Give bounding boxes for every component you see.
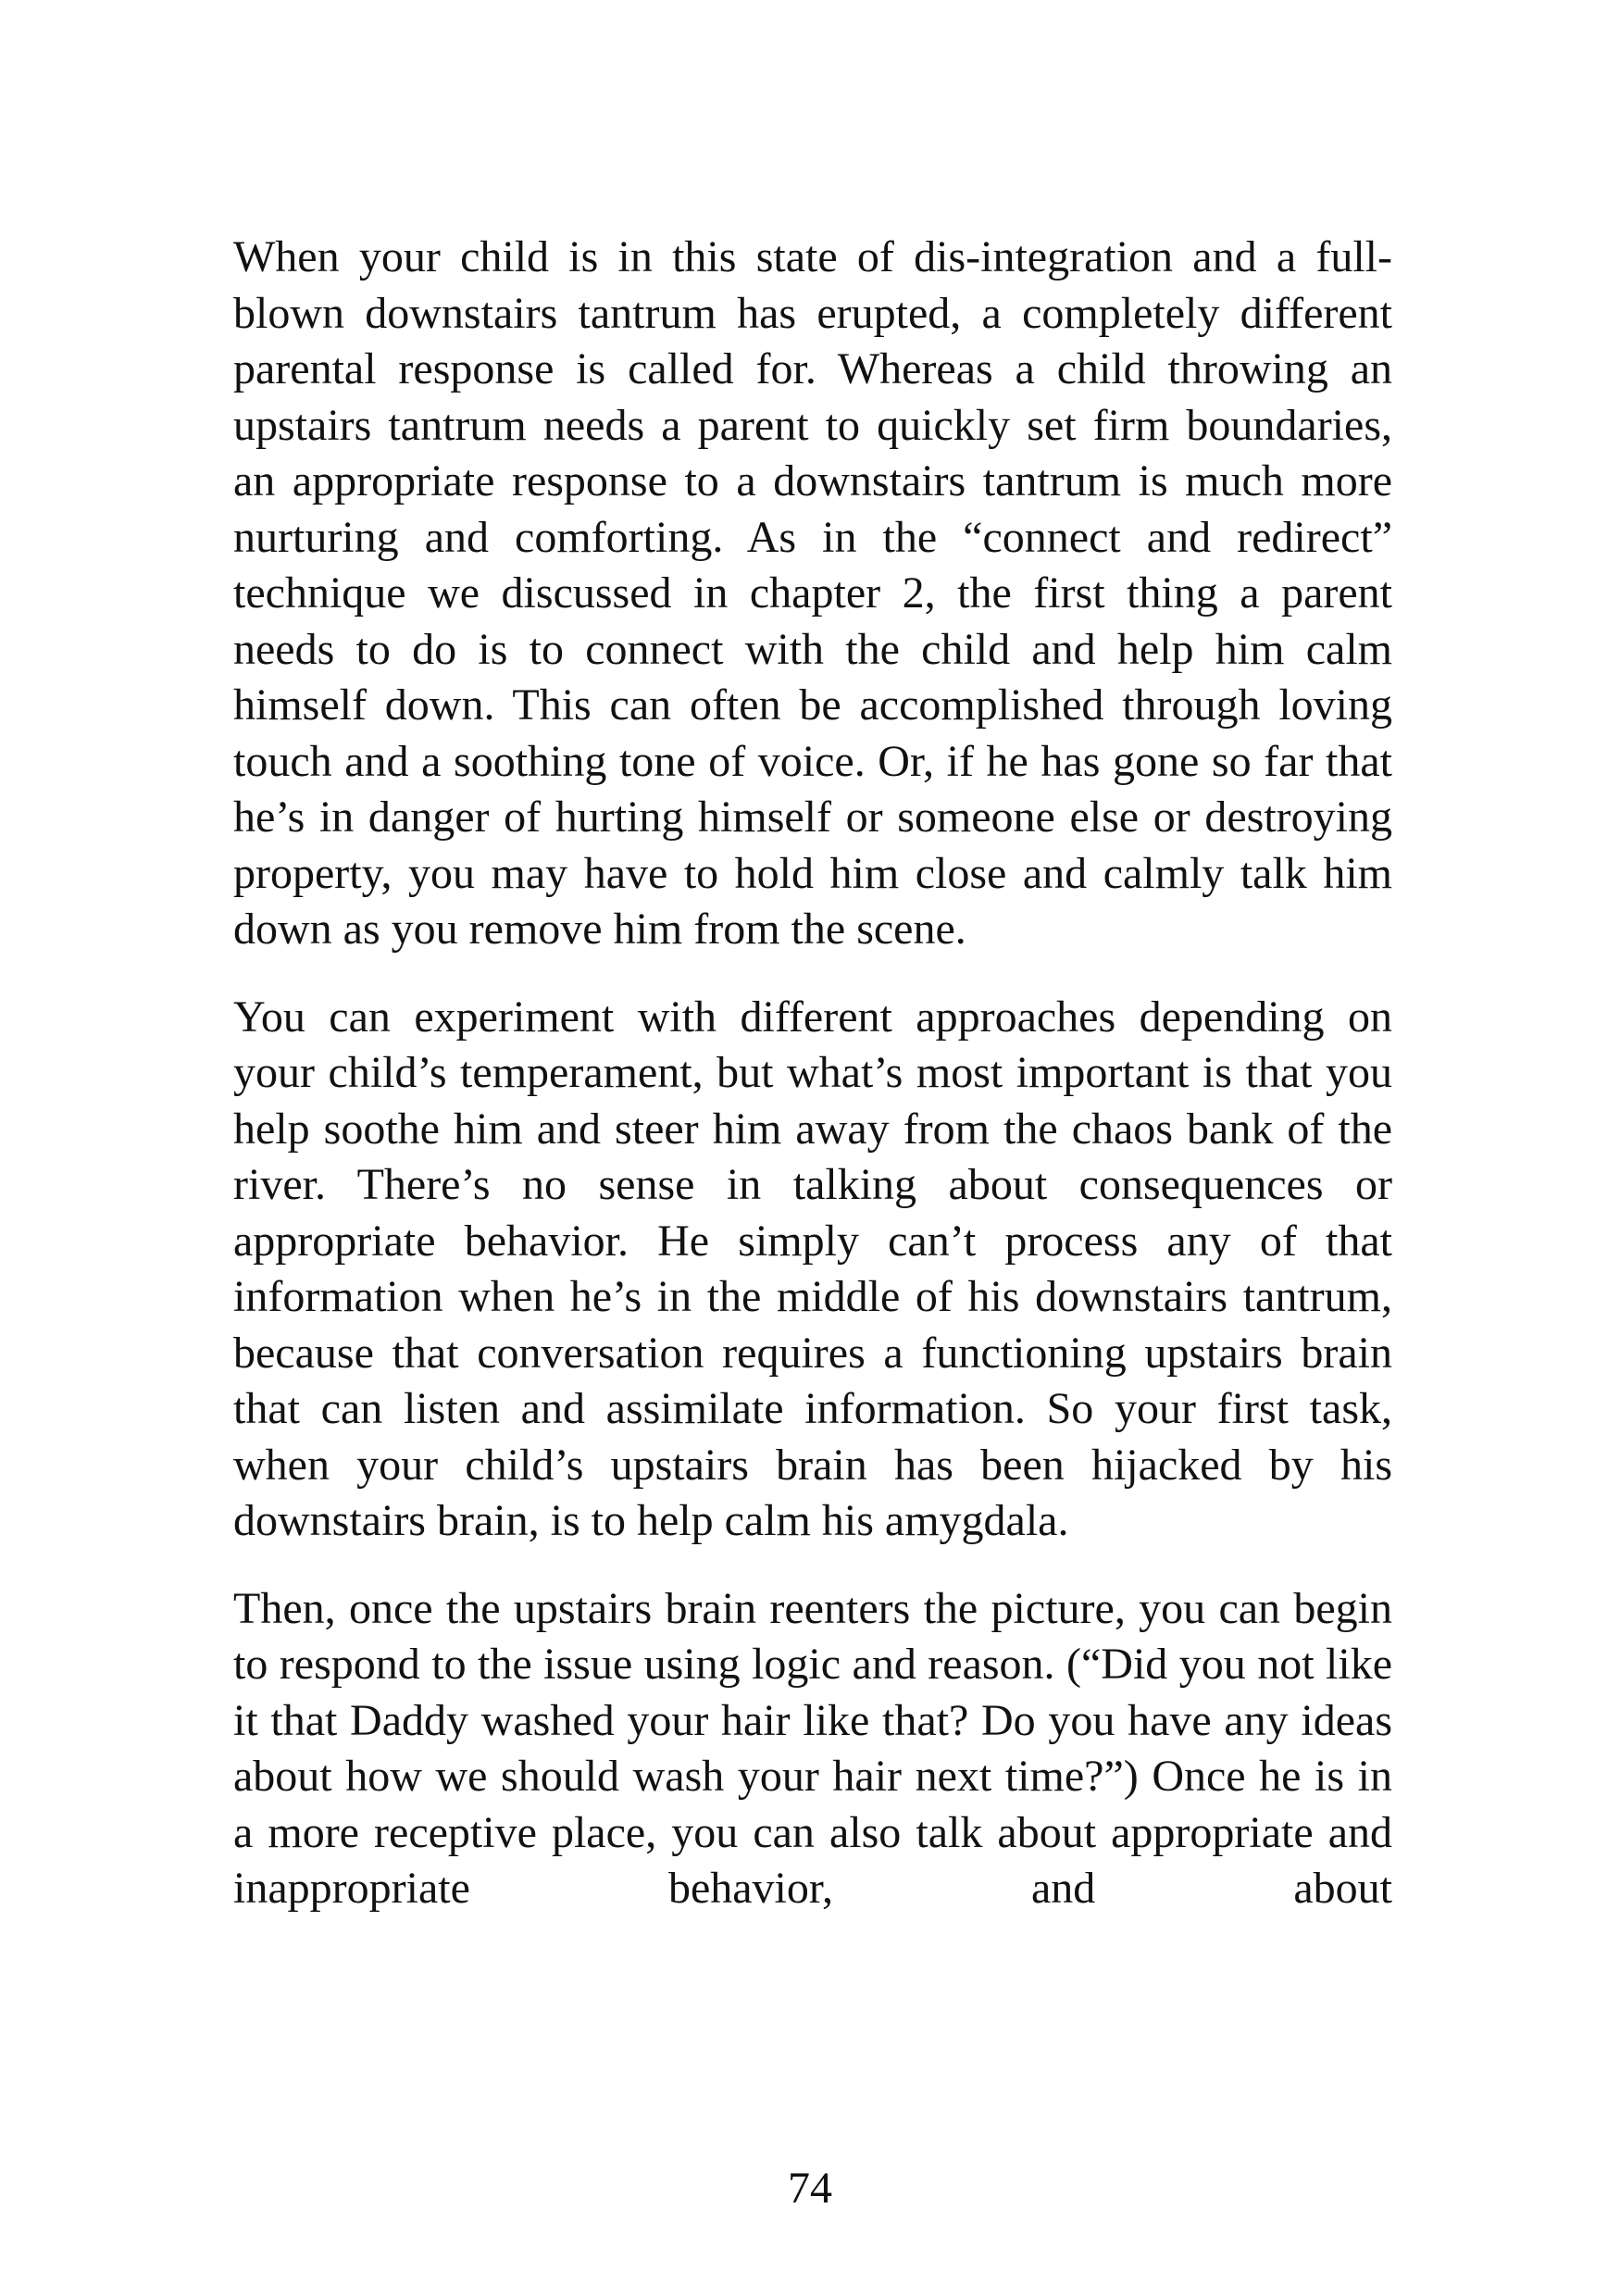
paragraph-3: Then, once the upstairs brain reenters the picture, you can begin to respond to the issue using logic and reason. (“Did you not like it that Daddy washed your hair like that? Do you have any ideas about how we should wash your hair next time?”) Once he is in a more receptive place, you can also talk about appropriate and inappropriate behavior, and about	[233, 1583, 1392, 1913]
page-number: 74	[788, 2164, 832, 2213]
paragraph-1: When your child is in this state of dis-integration and a full-blown downstairs tantrum has erupted, a completely different parental response is called for. Whereas a child throwing an upstairs tantrum needs a parent to quickly set firm boundaries, an appropriate response to a downstairs tantrum is much more nurturing and comforting. As in the “connect and redirect” technique we discussed in chapter 2, the first thing a parent needs to do is to connect with the child and help him calm himself down. This can often be accomplished through loving touch and a soothing tone of voice. Or, if he has gone so far that he’s in danger of hurting himself or someone else or destroying property, you may have to hold him close and calmly talk him down as you remove him from the scene.	[233, 232, 1392, 954]
body-text	[233, 230, 1392, 1949]
paragraph-2: You can experiment with different approaches depending on your child’s temperament, but what’s most important is that you help soothe him and steer him away from the chaos bank of the river. There’s no sense in talking about consequences or appropriate behavior. He simply can’t process any of that information when he’s in the middle of his downstairs tantrum, because that conversation requires a functioning upstairs brain that can listen and assimilate information. So your first task, when your child’s upstairs brain has been hijacked by his downstairs brain, is to help calm his amygdala.	[233, 992, 1392, 1545]
